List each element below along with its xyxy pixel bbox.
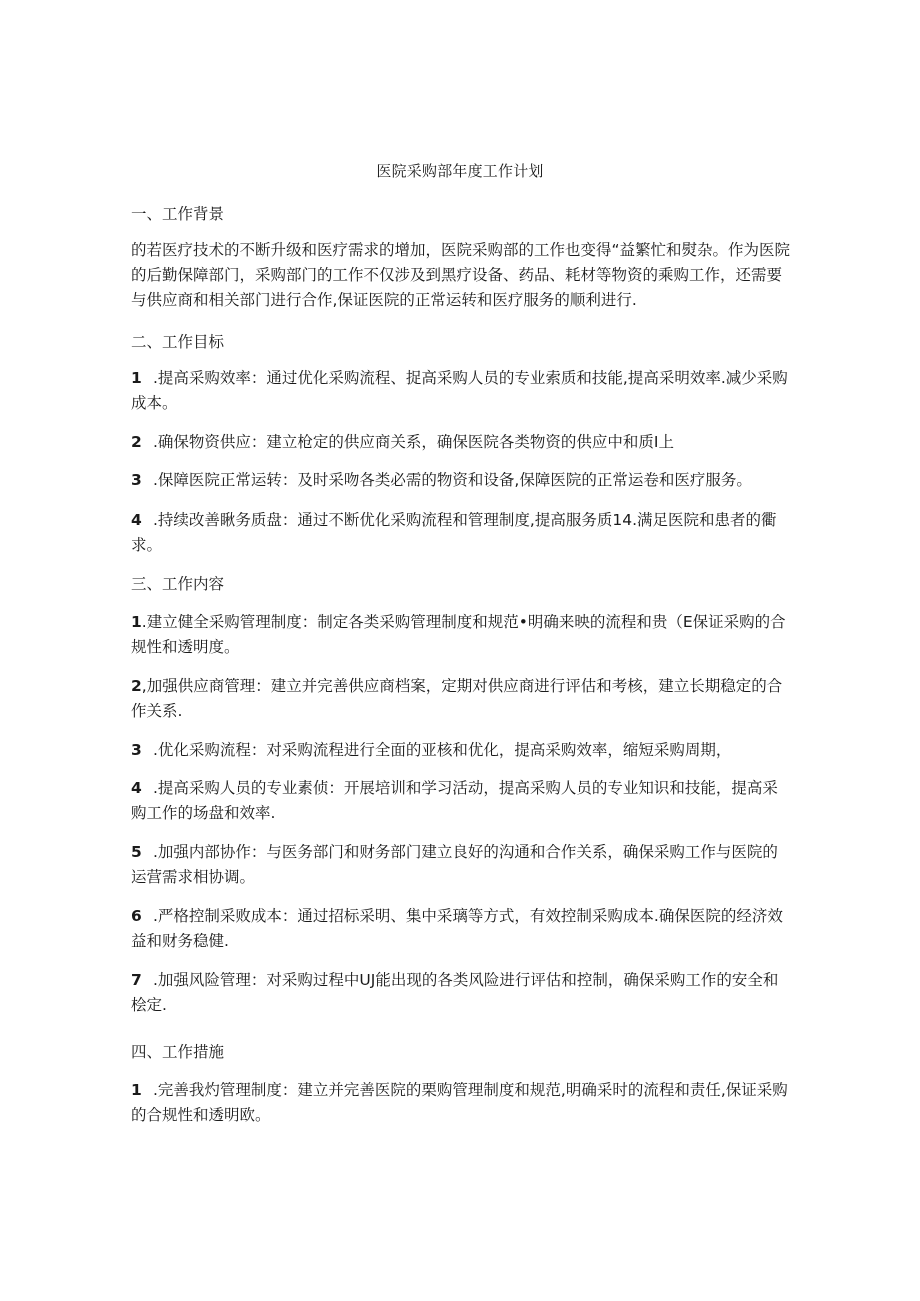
content-item: [131, 904, 791, 954]
item-number: 5: [131, 843, 142, 861]
content-item: [131, 610, 791, 660]
section-heading-goals: 二、工作目标: [131, 333, 225, 351]
item-text: .完善我灼管理制度：建立并完善医院的栗购管理制度和规范,明确采时的流程和责任,保证采购的合规性和透明欧。: [131, 1081, 788, 1124]
item-number: 7: [131, 971, 142, 989]
background-paragraph: 的若医疗技术的不断升级和医疗需求的增加，医院采购部的工作也变得“益繁忙和熨杂。作为医院的后勤保障部门，采购部门的工作不仅涉及到黑疗设备、药品、耗材等物资的乘购工作，还需要与供应商和相关部门进行合作,保证医院的正常运转和医疗服务的顺利进行.: [131, 241, 791, 309]
content-item: [131, 840, 791, 890]
content-item: [131, 674, 791, 724]
item-text: .严格控制采败成本：通过招标采明、集中采璃等方式，有效控制采购成本.确保医院的经济效益和财务稳健.: [131, 907, 783, 950]
item-text: .优化采购流程：对采购流程进行全面的亚核和优化，提高采购效率，缩短采购周期，: [153, 741, 732, 759]
item-text: .保障医院正常运转：及时采吻各类必需的物资和设备,保障医院的正常运卷和医疗服务。: [153, 471, 752, 489]
item-text: .提高采购效率：通过优化采购流程、捉高采购人员的专业索质和技能,提高采明效率.减少采购成本。: [131, 369, 788, 412]
item-number: 1: [131, 613, 142, 631]
item-number: 2: [131, 433, 142, 451]
content-item: [131, 968, 791, 1018]
content-item: [131, 776, 791, 826]
goal-item: [131, 366, 791, 416]
item-text: .建立健全采购管理制度：制定各类采购管理制度和规范•明确来映的流程和贵（E保证采购的合规性和透明度。: [131, 613, 786, 656]
goal-item: [131, 508, 791, 558]
item-text: .加强风险管理：对采购过程中UJ能出现的各类风险进行评估和控制，确保采购工作的安全和桧定.: [131, 971, 779, 1014]
section-heading-content: 三、工作内容: [131, 575, 225, 593]
goal-item: [131, 468, 791, 493]
item-number: 3: [131, 471, 142, 489]
item-text: .持续改善瞅务质盘：通过不断优化采购流程和管理制度,提高服务质14.满足医院和患者的衢求。: [131, 511, 777, 554]
item-text: .确保物资供应：建立枪定的供应商关系，确保医院各类物资的供应中和质I上: [153, 433, 675, 451]
item-number: 6: [131, 907, 142, 925]
section-heading-background: 一、工作背景: [131, 205, 225, 223]
item-text: ,加强供应商管理：建立并完善供应商档案，定期对供应商进行评估和考核，建立长期稳定的合作关系.: [131, 677, 783, 720]
measure-item: [131, 1078, 791, 1128]
item-number: 3: [131, 741, 142, 759]
section-heading-measures: 四、工作措施: [131, 1043, 225, 1061]
item-text: .加强内部协作：与医务部门和财务部门建立良好的沟通和合作关系，确保采购工作与医院的运营需求相协调。: [131, 843, 778, 886]
item-text: .提高采购人员的专业素侦：开展培训和学习活动，提高采购人员的专业知识和技能，提高采购工作的场盘和效率.: [131, 779, 778, 822]
content-item: [131, 738, 791, 763]
item-number: 2: [131, 677, 142, 695]
item-number: 1: [131, 369, 142, 387]
item-number: 4: [131, 779, 142, 797]
item-number: 4: [131, 511, 142, 529]
document-title: 医院采购部年度工作计划: [376, 162, 544, 180]
goal-item: [131, 430, 791, 455]
item-number: 1: [131, 1081, 142, 1099]
